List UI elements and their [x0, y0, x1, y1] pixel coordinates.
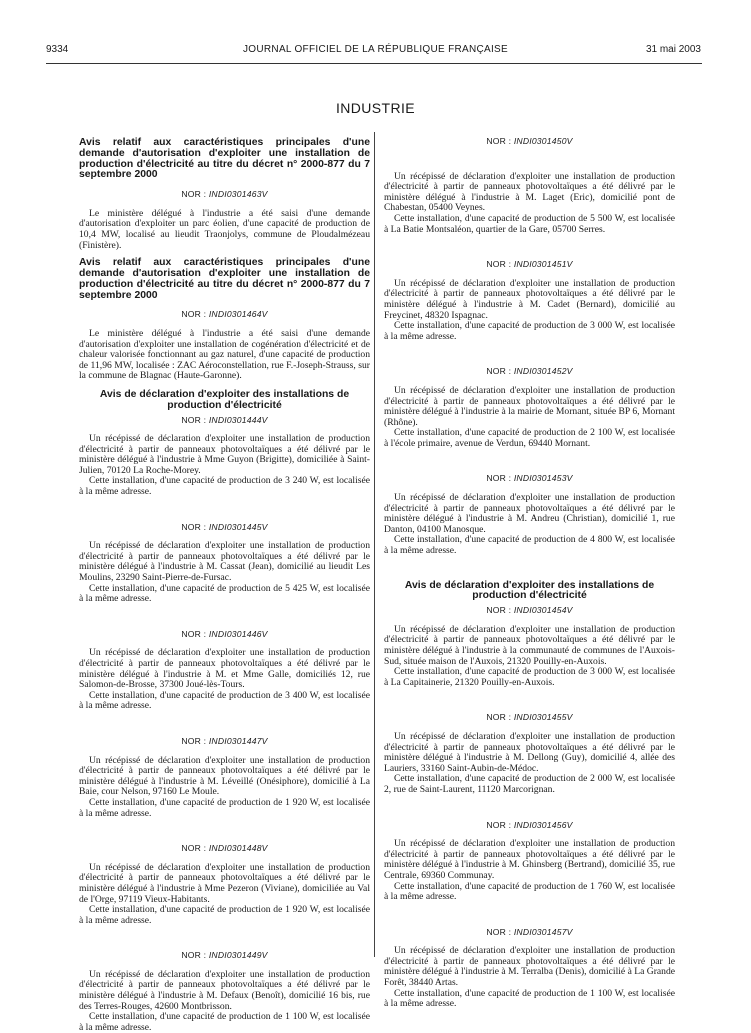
nor-reference: [79, 522, 370, 533]
notice-block: [79, 390, 370, 498]
header-rule: [46, 63, 702, 64]
nor-code: INDI0301444V: [208, 414, 268, 425]
nor-code: INDI0301445V: [208, 521, 268, 532]
nor-reference: [384, 927, 675, 938]
notice-block: [384, 136, 675, 235]
notice-paragraph: Un récépissé de déclaration d'exploiter une installation de production d'électricité à partir de panneaux photovoltaïques a été délivré par le ministère délégué à l'industrie à M. Cassat (Jean), domicilié au lieudit Les Moulins, 23290 Saint-Pierre-de-Fursac.: [79, 540, 370, 584]
notice-heading: Avis de déclaration d'exploiter des installations de production d'électricité: [404, 579, 655, 602]
notice-paragraph: Un récépissé de déclaration d'exploiter une installation de production d'électricité à partir de panneaux photovoltaïques a été délivré par le ministère délégué à l'industrie à M. Léveillé (Onésiphore), domicilié à La Baie, cour Nelson, 97160 Le Moule.: [79, 754, 370, 798]
notice-paragraph: Cette installation, d'une capacité de production de 1 100 W, est localisée à la même adresse.: [79, 1011, 370, 1033]
nor-label: NOR :: [486, 136, 512, 146]
nor-reference: [79, 415, 370, 426]
nor-code: INDI0301455V: [513, 712, 573, 723]
nor-reference: [384, 605, 675, 616]
notice-block: [79, 629, 370, 712]
nor-code: INDI0301464V: [208, 309, 268, 320]
nor-label: NOR :: [486, 819, 512, 830]
nor-reference: [79, 736, 370, 747]
nor-code: INDI0301456V: [513, 819, 573, 830]
notice-paragraph: Un récépissé de déclaration d'exploiter une installation de production d'électricité à partir de panneaux photovoltaïques a été délivré par le ministère délégué à l'industrie à M. Cadet (Bernard), domicilié au Freycinet, 48320 Ispagnac.: [384, 277, 675, 321]
nor-label: NOR :: [486, 473, 512, 484]
nor-label: NOR :: [181, 628, 207, 639]
nor-code: INDI0301447V: [208, 735, 268, 746]
notice-paragraph: Cette installation, d'une capacité de production de 1 920 W, est localisée à la même adresse.: [79, 904, 370, 926]
right-column: [384, 136, 675, 1010]
notice-paragraph: Cette installation, d'une capacité de production de 1 760 W, est localisée à la même adresse.: [384, 880, 675, 903]
nor-reference: [384, 820, 675, 831]
nor-reference: [384, 259, 675, 270]
notice-block: [384, 366, 675, 449]
nor-code: INDI0301457V: [513, 926, 573, 937]
nor-code: INDI0301449V: [208, 950, 268, 961]
journal-title: JOURNAL OFFICIEL DE LA RÉPUBLIQUE FRANÇAISE: [243, 44, 508, 55]
notice-paragraph: Un récépissé de déclaration d'exploiter une installation de production d'électricité à partir de panneaux photovoltaïques a été délivré par le ministère délégué à l'industrie à M. Defaux (Benoît), domicilié 16 bis, rue des Terres-Rouges, 42600 Montbrisson.: [79, 968, 370, 1012]
notice-paragraph: Un récépissé de déclaration d'exploiter une installation de production d'électricité à partir de panneaux photovoltaïques a été délivré par le ministère délégué à l'industrie à M. Terralba (Denis), domicilié à La Grande Forêt, 38440 Artas.: [384, 945, 675, 989]
notice-paragraph: Un récépissé de déclaration d'exploiter une installation de production d'électricité à partir de panneaux photovoltaïques a été délivré par le ministère délégué à l'industrie à M. Ghinsberg (Bertrand), domicilié 35, rue Centrale, 69360 Communay.: [384, 838, 675, 881]
notice-paragraph: Un récépissé de déclaration d'exploiter une installation de production d'électricité à partir de panneaux photovoltaïques a été délivré par le ministère délégué à l'industrie à la communauté de communes de l'Auxois-Sud, située maison de l'Auxois, 21320 Pouilly-en-Auxois.: [384, 623, 675, 667]
notice-block: [79, 258, 370, 382]
nor-label: NOR :: [486, 926, 512, 937]
nor-label: NOR :: [181, 309, 207, 320]
notice-paragraph: Cette installation, d'une capacité de production de 3 240 W, est localisée à la même adresse.: [79, 475, 370, 498]
notice-heading: Avis relatif aux caractéristiques principales d'une demande d'autorisation d'exploiter une installation de production d'électricité au titre du décret n° 2000-877 du 7 septembre 2000: [79, 137, 370, 181]
nor-label: NOR :: [181, 189, 207, 200]
notice-block: [79, 138, 370, 251]
nor-reference: [384, 712, 675, 723]
notice-paragraph: Un récépissé de déclaration d'exploiter une installation de production d'électricité à partir de panneaux photovoltaïques a été délivré par le ministère délégué à l'industrie à la mairie de Mornant, située BP 6, Mornant (Rhône).: [384, 384, 675, 428]
nor-reference: [79, 843, 370, 854]
notice-paragraph: Un récépissé de déclaration d'exploiter une installation de production d'électricité à partir de panneaux photovoltaïques a été délivré par le ministère délégué à l'industrie à M. Dellong (Guy), domicilié 4, allée des Lauriers, 33160 Saint-Aubin-de-Médoc.: [384, 730, 675, 774]
nor-reference: [384, 473, 675, 484]
publication-date: 31 mai 2003: [645, 44, 701, 55]
notice-paragraph: Un récépissé de déclaration d'exploiter une installation de production d'électricité à partir de panneaux photovoltaïques a été délivré par le ministère délégué à l'industrie à Mme Pezeron (Viviane), domiciliée au Val de l'Orge, 97119 Vieux-Habitants.: [79, 861, 370, 905]
notice-block: [384, 820, 675, 903]
nor-code: INDI0301453V: [513, 473, 573, 484]
nor-label: NOR :: [181, 414, 207, 425]
running-header: [0, 44, 751, 58]
notice-block: [79, 522, 370, 605]
notice-heading: Avis de déclaration d'exploiter des installations de production d'électricité: [99, 388, 350, 411]
nor-label: NOR :: [181, 950, 207, 961]
notice-paragraph: Cette installation, d'une capacité de production de 3 000 W, est localisée à la même adresse.: [384, 320, 675, 342]
page-number: 9334: [46, 44, 69, 55]
nor-label: NOR :: [486, 605, 512, 616]
notice-block: [79, 843, 370, 926]
notice-paragraph: Cette installation, d'une capacité de production de 1 920 W, est localisée à la même adresse.: [79, 796, 370, 819]
nor-reference: [79, 189, 370, 200]
notice-block: [384, 473, 675, 556]
nor-reference: [384, 136, 675, 147]
notice-paragraph: Cette installation, d'une capacité de production de 5 425 W, est localisée à la même adresse.: [79, 582, 370, 605]
nor-code: INDI0301450V: [513, 136, 573, 146]
section-title: INDUSTRIE: [335, 100, 416, 116]
notice-block: [79, 950, 370, 1033]
notice-block: [384, 712, 675, 795]
notice-paragraph: Un récépissé de déclaration d'exploiter une installation de production d'électricité à partir de panneaux photovoltaïques a été délivré par le ministère délégué à l'industrie à M. Andreu (Christian), domicilié 1, rue Danton, 04100 Manosque.: [384, 492, 675, 535]
nor-code: INDI0301446V: [208, 628, 268, 639]
notice-block: [384, 259, 675, 342]
nor-reference: [79, 309, 370, 320]
notice-paragraph: Un récépissé de déclaration d'exploiter une installation de production d'électricité à partir de panneaux photovoltaïques a été délivré par le ministère délégué à l'industrie à Mme Guyon (Brigitte), domiciliée à Saint-Julien, 70120 La Roche-Morey.: [79, 433, 370, 476]
notice-paragraph: Le ministère délégué à l'industrie a été saisi d'une demande d'autorisation d'exploiter un parc éolien, d'une capacité de production de 10,4 MW, localisé au lieudit Traonjolys, commune de Ploudalmézeau (Finistère).: [79, 207, 370, 251]
notice-paragraph: Cette installation, d'une capacité de production de 2 000 W, est localisée 2, rue de Saint-Laurent, 11120 Marcorignan.: [384, 773, 675, 795]
nor-label: NOR :: [486, 712, 512, 723]
nor-reference: [79, 629, 370, 640]
notice-paragraph: Le ministère délégué à l'industrie a été saisi d'une demande d'autorisation d'exploiter une installation de cogénération d'électricité et de chaleur valorisée fonctionnant au gaz naturel, d'une capacité de production de 11,96 MW, localisée : ZAC Aéroconstellation, rue F.-Joseph-Strauss, sur la commune de Blagnac (Haute-Garonne).: [79, 327, 370, 382]
notice-paragraph: Un récépissé de déclaration d'exploiter une installation de production d'électricité à partir de panneaux photovoltaïques a été délivré par le ministère délégué à l'industrie à M. Laget (Eric), domicilié pont de Chabestan, 05400 Veynes.: [384, 170, 675, 214]
nor-code: INDI0301454V: [513, 605, 573, 616]
nor-code: INDI0301448V: [208, 843, 268, 854]
nor-code: INDI0301451V: [513, 259, 573, 270]
nor-code: INDI0301463V: [208, 189, 268, 200]
notice-paragraph: Cette installation, d'une capacité de production de 4 800 W, est localisée à la même adresse.: [384, 534, 675, 557]
nor-label: NOR :: [181, 735, 207, 746]
notice-paragraph: Cette installation, d'une capacité de production de 3 000 W, est localisée à La Capitainerie, 21320 Pouilly-en-Auxois.: [384, 666, 675, 688]
notice-block: [79, 736, 370, 819]
nor-label: NOR :: [486, 259, 512, 270]
left-column: [79, 138, 370, 1033]
nor-reference: [384, 366, 675, 377]
nor-reference: [79, 950, 370, 961]
nor-code: INDI0301452V: [513, 366, 573, 377]
nor-label: NOR :: [486, 366, 512, 377]
notice-block: [384, 927, 675, 1010]
notice-paragraph: Cette installation, d'une capacité de production de 3 400 W, est localisée à la même adresse.: [79, 689, 370, 712]
notice-block: [384, 581, 675, 689]
notice-paragraph: Cette installation, d'une capacité de production de 1 100 W, est localisée à la même adresse.: [384, 987, 675, 1010]
nor-label: NOR :: [181, 521, 207, 532]
notice-heading: Avis relatif aux caractéristiques principales d'une demande d'autorisation d'exploiter une installation de production d'électricité au titre du décret n° 2000-877 du 7 septembre 2000: [79, 257, 370, 301]
notice-paragraph: Cette installation, d'une capacité de production de 2 100 W, est localisée à l'école primaire, avenue de Verdun, 69440 Mornant.: [384, 427, 675, 449]
column-divider: [374, 132, 375, 957]
notice-paragraph: Un récépissé de déclaration d'exploiter une installation de production d'électricité à partir de panneaux photovoltaïques a été délivré par le ministère délégué à l'industrie à M. et Mme Galle, domiciliés 12, rue Salomon-de-Brosse, 37300 Joué-lès-Tours.: [79, 647, 370, 691]
notice-paragraph: Cette installation, d'une capacité de production de 5 500 W, est localisée à La Batie Montsaléon, quartier de la Gare, 05700 Serres.: [384, 212, 675, 235]
nor-label: NOR :: [181, 843, 207, 854]
